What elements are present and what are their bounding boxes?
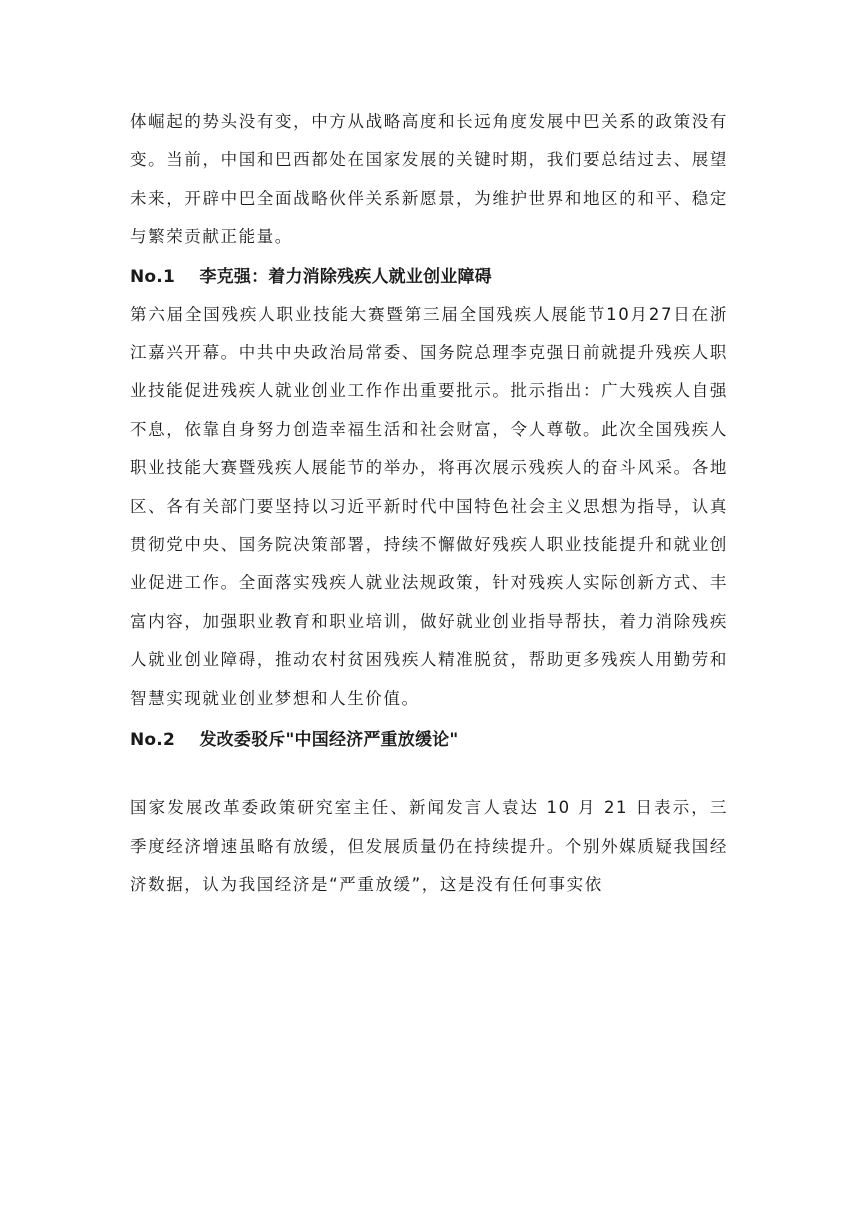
intro-paragraph: 体崛起的势头没有变，中方从战略高度和长远角度发展中巴关系的政策没有变。当前，中国和巴西都处在国家发展的关键时期，我们要总结过去、展望未来，开辟中巴全面战略伙伴关系新愿景，为维护世界和地区的和平、稳定与繁荣贡献正能量。 <box>130 112 728 247</box>
section-heading-1 <box>130 258 728 296</box>
section-title: 发改委驳斥"中国经济严重放缓论" <box>199 730 459 751</box>
document-page <box>130 103 728 904</box>
section-number: No.1 <box>130 266 175 287</box>
section-title: 李克强：着力消除残疾人就业创业障碍 <box>199 266 492 287</box>
section-heading-2 <box>130 721 728 759</box>
section-body-2: 国家发展改革委政策研究室主任、新闻发言人袁达 10 月 21 日表示，三季度经济增速虽略有放缓，但发展质量仍在持续提升。个别外媒质疑我国经济数据，认为我国经济是“严重放缓”，这是没有任何事实依 <box>130 798 728 894</box>
section-number: No.2 <box>130 730 175 751</box>
section-body-1: 第六届全国残疾人职业技能大赛暨第三届全国残疾人展能节10月27日在浙江嘉兴开幕。中共中央政治局常委、国务院总理李克强日前就提升残疾人职业技能促进残疾人就业创业工作作出重要批示。批示指出：广大残疾人自强不息，依靠自身努力创造幸福生活和社会财富，令人尊敬。此次全国残疾人职业技能大赛暨残疾人展能节的举办，将再次展示残疾人的奋斗风采。各地区、各有关部门要坚持以习近平新时代中国特色社会主义思想为指导，认真贯彻党中央、国务院决策部署，持续不懈做好残疾人职业技能提升和就业创业促进工作。全面落实残疾人就业法规政策，针对残疾人实际创新方式、丰富内容，加强职业教育和职业培训，做好就业创业指导帮扶，着力消除残疾人就业创业障碍，推动农村贫困残疾人精准脱贫，帮助更多残疾人用勤劳和智慧实现就业创业梦想和人生价值。 <box>130 304 728 708</box>
